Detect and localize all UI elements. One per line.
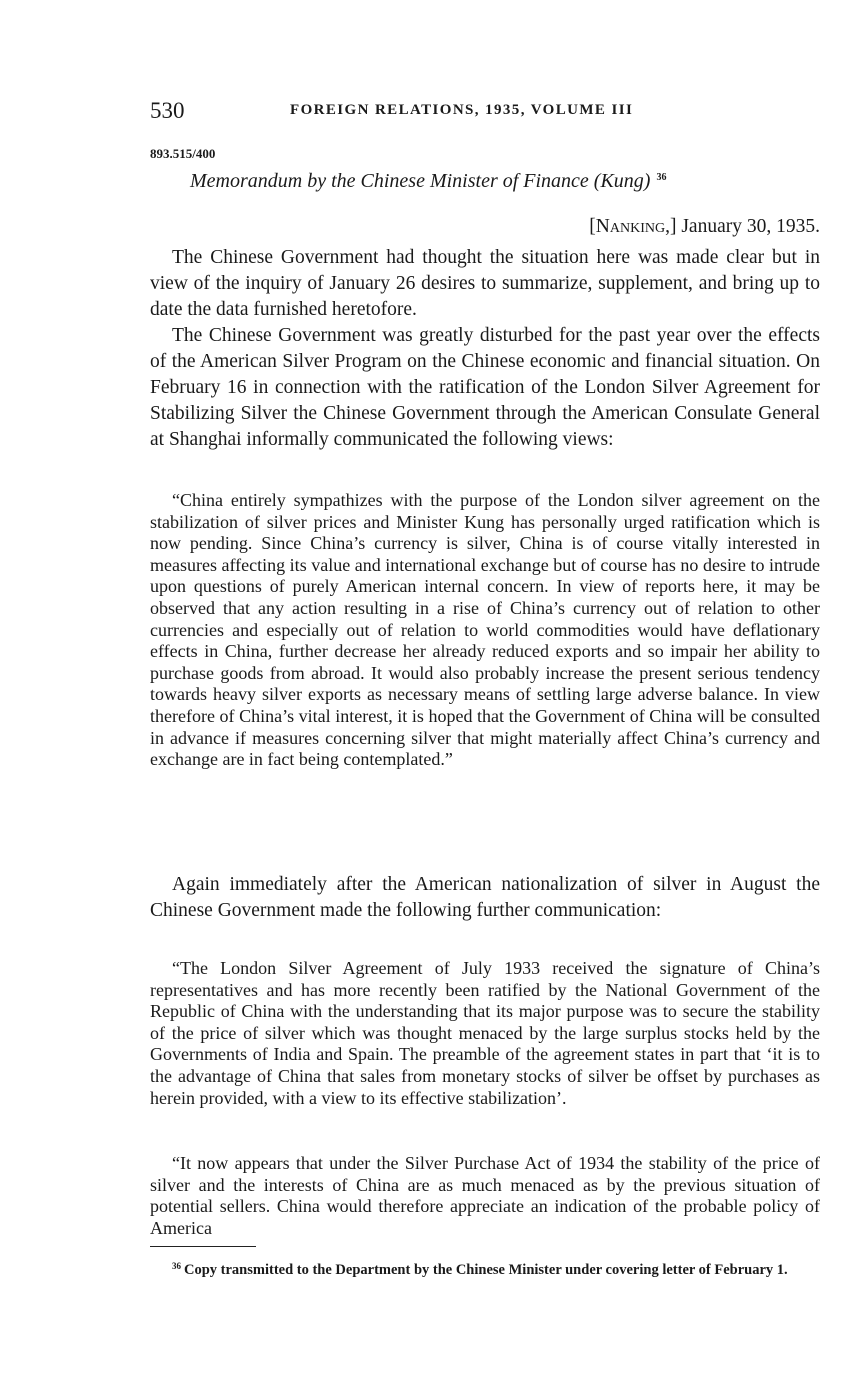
dateline: [Nanking,] January 30, 1935. [589,216,820,237]
footnote-text: Copy transmitted to the Department by the Chinese Minister under covering letter of February 1. [184,1262,788,1278]
file-number: 893.515/400 [150,146,216,161]
dateline-place: Nanking, [595,216,670,237]
dateline-date: January 30, 1935. [681,216,820,237]
footnote-mark: 36 [172,1261,181,1271]
page-header [150,98,820,128]
page-number: 530 [150,98,185,123]
footnote [150,1257,820,1280]
body-paragraph-2: The Chinese Government was greatly disturbed for the past year over the effects of the American Silver Program on the Chinese economic and financial situation. On February 16 in connection with the ratification of the London Silver Agreement for Stabilizing Silver the Chinese Government through the American Consulate General at Shanghai informally communicated the following views: [150,325,820,450]
body-paragraph-3: Again immediately after the American nationalization of silver in August the Chinese Government made the following further communication: [150,874,820,921]
document-title: Memorandum by the Chinese Minister of Finance (Kung) [190,170,651,192]
document-title-line [190,170,666,193]
body-paragraph-1: The Chinese Government had thought the situation here was made clear but in view of the inquiry of January 26 desires to summarize, supplement, and bring up to date the data furnished heretofore. [150,247,820,320]
quoted-communication-2a: “The London Silver Agreement of July 1933 received the signature of China’s representatives and has more recently been ratified by the National Government of the Republic of China with the understanding that its major purpose was to secure the stability of the price of silver which was thought menaced by the large surplus stocks held by the Governments of India and Spain. The preamble of the agreement states in part that ‘it is to the advantage of China that sales from monetary stocks of silver be offset by purchases as herein provided, with a view to its effective stabilization’. [150,958,820,1108]
quoted-communication-2b: “It now appears that under the Silver Purchase Act of 1934 the stability of the price of silver and the interests of China are as much menaced as by the previous situation of potential sellers. China would therefore appreciate an indication of the probable policy of America [150,1153,820,1238]
footnote-divider [150,1246,256,1247]
quoted-communication-1: “China entirely sympathizes with the purpose of the London silver agreement on the stabilization of silver prices and Minister Kung has personally urged ratification which is now pending. Since China’s currency is silver, China is of course vitally interested in measures affecting its value and international exchange but of course has no desire to intrude upon questions of purely American internal concern. In view of reports here, it may be observed that any action resulting in a rise of China’s currency out of relation to other currencies and especially out of relation to world commodities would have deflationary effects in China, further decrease her already reduced exports and so impair her ability to purchase goods from abroad. It would also probably increase the present serious tendency towards heavy silver exports as necessary means of settling large adverse balance. In view therefore of China’s vital interest, it is hoped that the Government of China will be consulted in advance if measures concerning silver that might materially affect China’s currency and exchange are in fact being contemplated.” [150,490,820,770]
title-footnote-ref[interactable]: 36 [656,172,667,183]
running-head: FOREIGN RELATIONS, 1935, VOLUME III [290,102,634,118]
